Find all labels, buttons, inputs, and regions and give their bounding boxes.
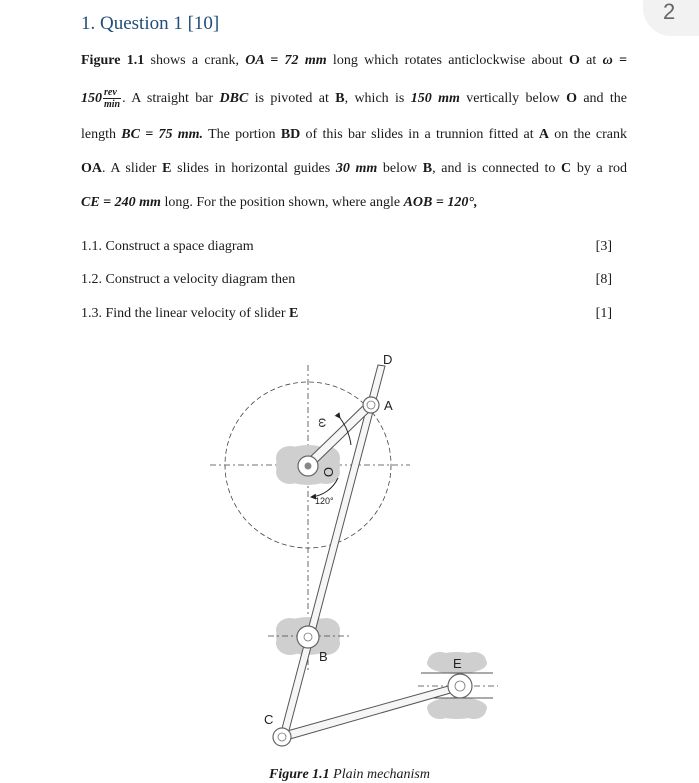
- bar-dbc: [280, 365, 385, 738]
- figure-ref: Figure 1.1: [81, 53, 145, 68]
- problem-line-2: 150 $\frac{\text{rev}}{\min}$ . A straight bar DBC is pivoted at B, which is 150 mm vertically below O and the: [81, 87, 628, 111]
- subquestion-1: 1.1. Construct a space diagram [3]: [81, 239, 612, 254]
- marks: [8]: [595, 272, 612, 287]
- label-angle-120: 120°: [315, 496, 334, 506]
- problem-line-5: CE = 240 mm long. For the position shown, where angle AOB = 120°,: [81, 195, 478, 210]
- trunnion-a: [363, 397, 379, 413]
- joint-c: [273, 728, 291, 746]
- label-e: E: [453, 656, 462, 671]
- marks: [1]: [595, 306, 612, 321]
- fraction-rev-min: $\frac{\text{rev}}{\min}$: [104, 87, 121, 111]
- problem-line-3: length BC = 75 mm. The portion BD of this bar slides in a trunnion fitted at A on the crank: [81, 127, 627, 142]
- label-d: D: [383, 352, 393, 367]
- label-omega: ω: [316, 418, 330, 428]
- marks: [3]: [595, 239, 612, 254]
- problem-line-4: OA. A slider E slides in horizontal guides 30 mm below B, and is connected to C by a rod: [81, 161, 627, 176]
- pivot-b: [297, 626, 319, 648]
- subquestion-2: 1.2. Construct a velocity diagram then [8]: [81, 272, 612, 287]
- label-o: O: [321, 467, 336, 478]
- label-a: A: [384, 398, 393, 413]
- problem-line-1: Figure 1.1 shows a crank, OA = 72 mm long which rotates anticlockwise about O at ω =: [81, 53, 628, 68]
- math-omega: ω =: [602, 53, 628, 68]
- figure-caption: Figure 1.1 Plain mechanism: [268, 767, 430, 782]
- pivot-o-pin: [305, 463, 312, 470]
- subquestion-3: 1.3. Find the linear velocity of slider E [1]: [81, 306, 612, 321]
- page-number: 2: [663, 0, 676, 24]
- label-b: B: [319, 649, 328, 664]
- question-heading: 1. Question 1 [10]: [81, 13, 220, 34]
- math-oa: OA = 72 mm: [245, 53, 327, 68]
- slider-e: [448, 674, 472, 698]
- label-c: C: [264, 712, 274, 727]
